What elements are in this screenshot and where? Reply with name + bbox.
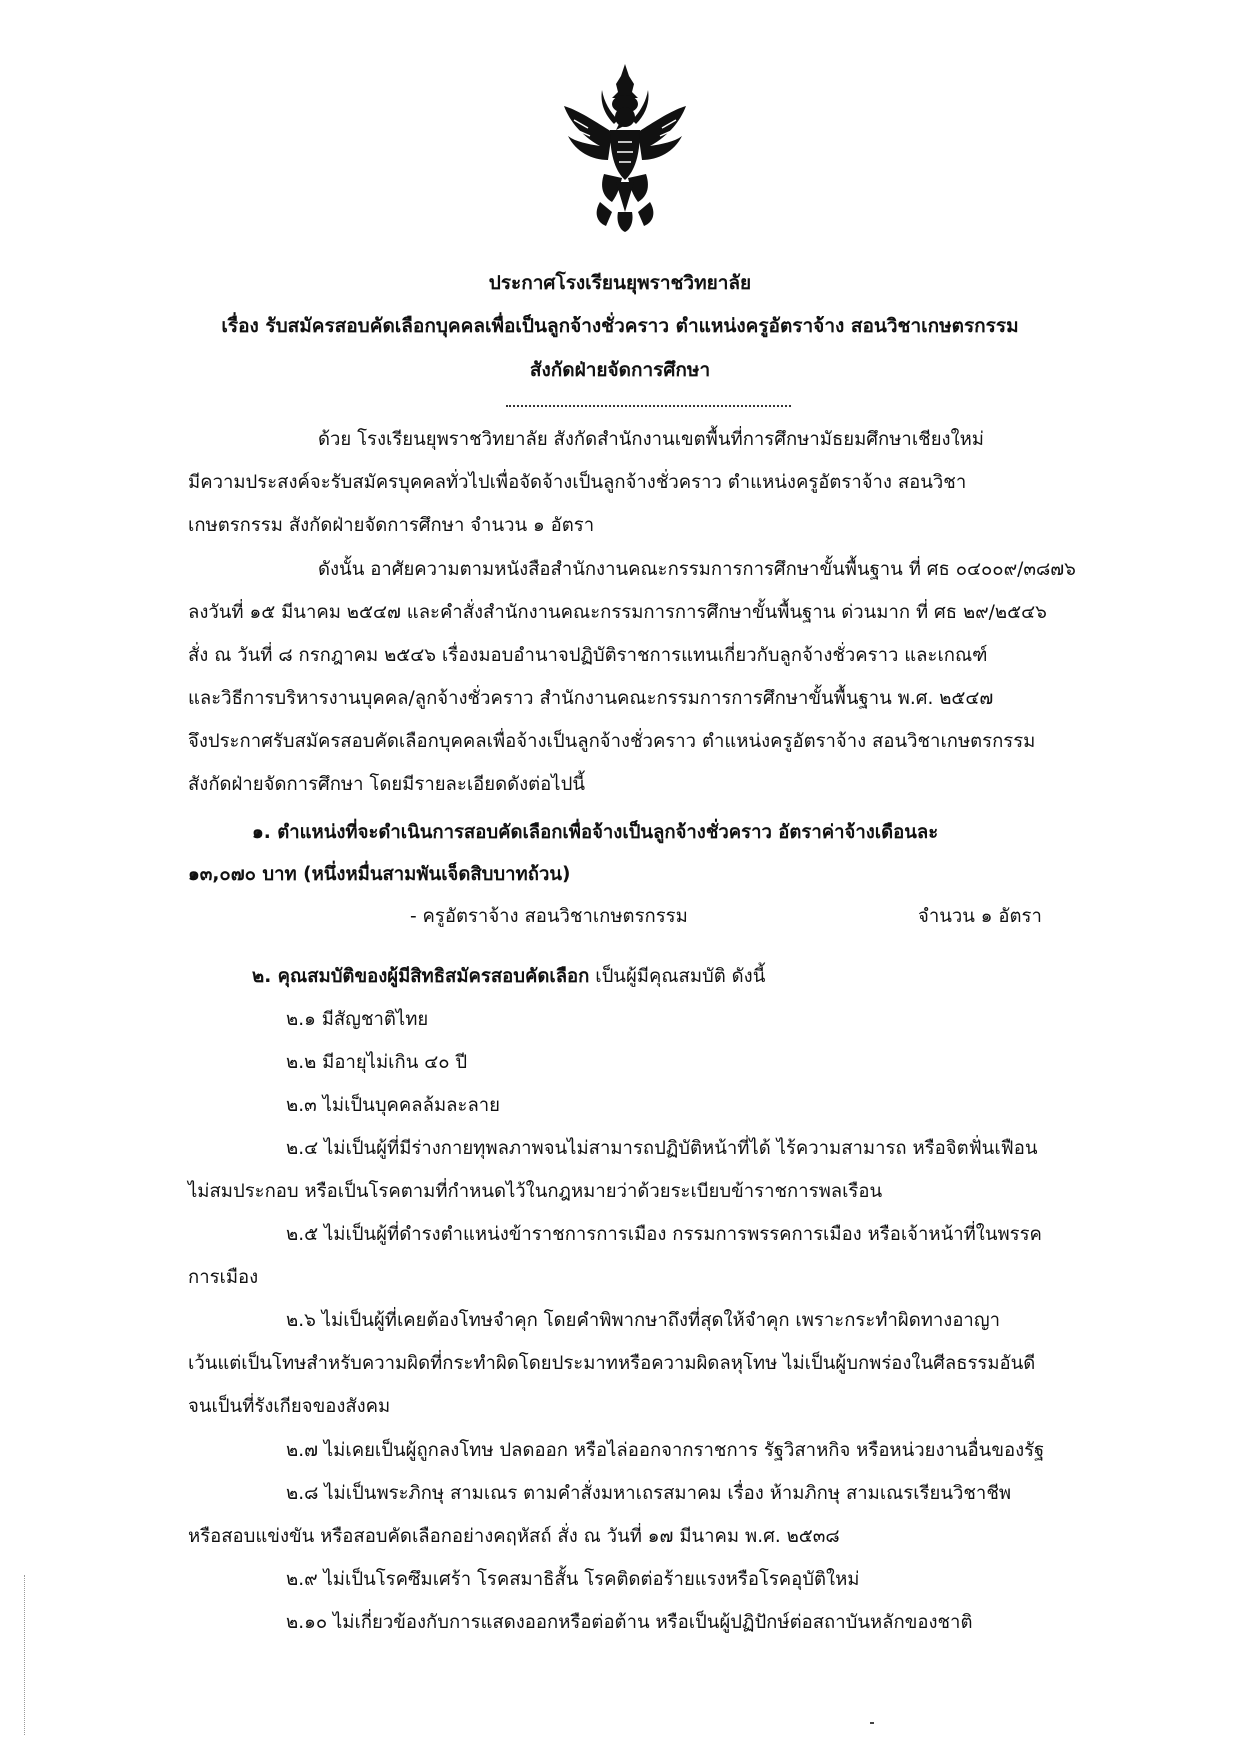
qualification-2-7: ๒.๗ ไม่เคยเป็นผู้ถูกลงโทษ ปลดออก หรือไล่ออกจากราชการ รัฐวิสาหกิจ หรือหน่วยงานอื่นของรัฐ <box>286 1440 1045 1461</box>
intro-line-3: เกษตรกรรม สังกัดฝ่ายจัดการศึกษา จำนวน ๑ อัตรา <box>188 515 595 536</box>
section1-position: - ครูอัตราจ้าง สอนวิชาเกษตรกรรม <box>410 906 688 927</box>
qualification-2-6-line-1: ๒.๖ ไม่เป็นผู้ที่เคยต้องโทษจำคุก โดยคำพิพากษาถึงที่สุดให้จำคุก เพราะกระทำผิดทางอาญา <box>286 1310 1000 1331</box>
qualification-2-6-line-2: เว้นแต่เป็นโทษสำหรับความผิดที่กระทำผิดโดยประมาทหรือความผิดลหุโทษ ไม่เป็นผู้บกพร่องในศีลธรรมอันดี <box>188 1353 1036 1374</box>
announcement-department: สังกัดฝ่ายจัดการศึกษา <box>529 359 711 381</box>
para2-line-2: ลงวันที่ ๑๕ มีนาคม ๒๕๔๗ และคำสั่งสำนักงานคณะกรรมการการศึกษาขั้นพื้นฐาน ด่วนมาก ที่ ศธ ๒๙/๒๕๔๖ <box>188 602 1047 623</box>
section1-line-2: ๑๓,๐๗๐ บาท (หนึ่งหมื่นสามพันเจ็ดสิบบาทถ้วน) <box>188 864 571 885</box>
section2-title-row <box>252 962 765 991</box>
announcement-subject: เรื่อง รับสมัครสอบคัดเลือกบุคคลเพื่อเป็นลูกจ้างชั่วคราว ตำแหน่งครูอัตราจ้าง สอนวิชาเกษตรกรรม <box>221 315 1019 337</box>
section1-count: จำนวน ๑ อัตรา <box>918 906 1042 927</box>
qualification-2-8-line-1: ๒.๘ ไม่เป็นพระภิกษุ สามเณร ตามคำสั่งมหาเถรสมาคม เรื่อง ห้ามภิกษุ สามเณรเรียนวิชาชีพ <box>286 1483 1012 1504</box>
qualification-2-8-line-2: หรือสอบแข่งขัน หรือสอบคัดเลือกอย่างคฤหัสถ์ สั่ง ณ วันที่ ๑๗ มีนาคม พ.ศ. ๒๕๓๘ <box>188 1526 840 1547</box>
garuda-emblem-icon <box>560 62 690 234</box>
para2-line-6: สังกัดฝ่ายจัดการศึกษา โดยมีรายละเอียดดังต่อไปนี้ <box>188 774 585 795</box>
intro-line-2: มีความประสงค์จะรับสมัครบุคคลทั่วไปเพื่อจัดจ้างเป็นลูกจ้างชั่วคราว ตำแหน่งครูอัตราจ้าง สอนวิชา <box>188 472 967 493</box>
qualification-2-3: ๒.๓ ไม่เป็นบุคคลล้มละลาย <box>286 1095 501 1116</box>
para2-line-5: จึงประกาศรับสมัครสอบคัดเลือกบุคคลเพื่อจ้างเป็นลูกจ้างชั่วคราว ตำแหน่งครูอัตราจ้าง สอนวิชาเกษตรกรรม <box>188 731 1036 752</box>
para2-line-4: และวิธีการบริหารงานบุคคล/ลูกจ้างชั่วคราว สำนักงานคณะกรรมการการศึกษาขั้นพื้นฐาน พ.ศ. ๒๕๔๗ <box>188 688 994 709</box>
qualification-2-1: ๒.๑ มีสัญชาติไทย <box>286 1009 429 1030</box>
qualification-2-9: ๒.๙ ไม่เป็นโรคซึมเศร้า โรคสมาธิสั้น โรคติดต่อร้ายแรงหรือโรคอุบัติใหม่ <box>286 1569 860 1590</box>
qualification-2-4-line-1: ๒.๔ ไม่เป็นผู้ที่มีร่างกายทุพลภาพจนไม่สามารถปฏิบัติหน้าที่ได้ ไร้ความสามารถ หรือจิตฟั่นเฟือน <box>286 1138 1038 1159</box>
scan-margin-mark <box>24 1575 25 1735</box>
section1-line-1: ๑. ตำแหน่งที่จะดำเนินการสอบคัดเลือกเพื่อจ้างเป็นลูกจ้างชั่วคราว อัตราค่าจ้างเดือนละ <box>252 822 939 843</box>
dotted-divider <box>506 405 791 407</box>
scan-speck <box>870 1722 874 1724</box>
section2-title: ๒. คุณสมบัติของผู้มีสิทธิสมัครสอบคัดเลือก <box>252 966 590 987</box>
qualification-2-10: ๒.๑๐ ไม่เกี่ยวข้องกับการแสดงออกหรือต่อต้าน หรือเป็นผู้ปฏิปักษ์ต่อสถาบันหลักของชาติ <box>286 1612 973 1633</box>
section2-title-rest: เป็นผู้มีคุณสมบัติ ดังนี้ <box>589 966 766 987</box>
qualification-2-4-line-2: ไม่สมประกอบ หรือเป็นโรคตามที่กำหนดไว้ในกฎหมายว่าด้วยระเบียบข้าราชการพลเรือน <box>188 1181 883 1202</box>
qualification-2-2: ๒.๒ มีอายุไม่เกิน ๔๐ ปี <box>286 1052 468 1073</box>
para2-line-3: สั่ง ณ วันที่ ๘ กรกฎาคม ๒๕๔๖ เรื่องมอบอำนาจปฏิบัติราชการแทนเกี่ยวกับลูกจ้างชั่วคราว และเกณฑ์ <box>188 645 988 666</box>
qualification-2-5-line-2: การเมือง <box>188 1267 259 1288</box>
qualification-2-5-line-1: ๒.๕ ไม่เป็นผู้ที่ดำรงตำแหน่งข้าราชการการเมือง กรรมการพรรคการเมือง หรือเจ้าหน้าที่ในพรรค <box>286 1224 1042 1245</box>
announcement-title: ประกาศโรงเรียนยุพราชวิทยาลัย <box>488 272 752 294</box>
para2-line-1: ดังนั้น อาศัยความตามหนังสือสำนักงานคณะกรรมการการศึกษาขั้นพื้นฐาน ที่ ศธ ๐๔๐๐๙/๓๘๗๖ <box>318 559 1076 580</box>
intro-line-1: ด้วย โรงเรียนยุพราชวิทยาลัย สังกัดสำนักงานเขตพื้นที่การศึกษามัธยมศึกษาเชียงใหม่ <box>318 429 984 450</box>
qualification-2-6-line-3: จนเป็นที่รังเกียจของสังคม <box>188 1396 391 1417</box>
